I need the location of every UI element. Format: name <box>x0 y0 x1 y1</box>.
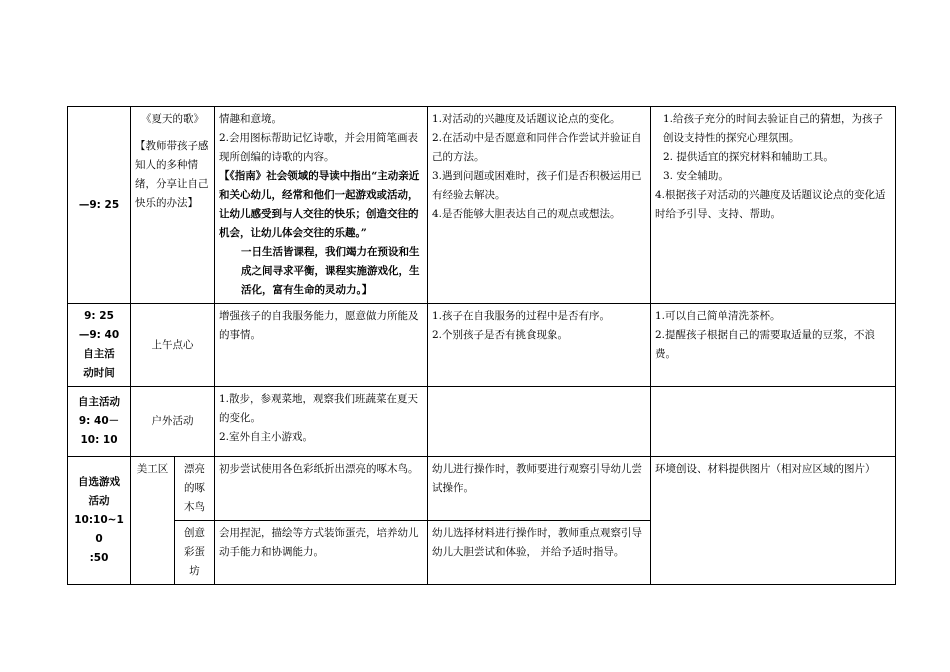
activity-cell: 上午点心 <box>131 304 215 387</box>
support-cell <box>651 304 896 387</box>
support-line: 1.给孩子充分的时间去验证自己的猜想，为孩子创设支持性的探究心理氛围。 <box>663 113 884 144</box>
time-line: 动时间 <box>83 367 115 379</box>
area-cell: 美工区 <box>131 457 175 585</box>
goal-course-note: 一日生活皆课程，我们竭力在预设和生成之间寻求平衡，课程实施游戏化，生活化，富有生命的灵动力。】 <box>241 246 420 296</box>
time-line: 10:10~10 <box>74 514 124 545</box>
sub-activity-cell: 漂亮的啄木鸟 <box>175 457 215 521</box>
time-line: 9: 25 <box>84 310 114 322</box>
support-line: 1.可以自己简单清洗茶杯。 <box>655 310 781 322</box>
time-cell <box>68 304 131 387</box>
schedule-table <box>67 106 896 585</box>
time-line: 活动 <box>88 495 110 507</box>
observe-line: 1.对活动的兴趣度及话题议论点的变化。 <box>432 113 621 125</box>
goal-line: 情趣和意境。 <box>219 113 282 125</box>
time-line: :50 <box>89 552 109 564</box>
time-line: —9: 40 <box>78 329 120 341</box>
observe-line: 3.遇到问题或困难时，孩子们是否积极运用已有经验去解决。 <box>432 170 642 201</box>
observe-cell: 幼儿选择材料进行操作时，教师重点观察引导幼儿大胆尝试和体验， 并给予适时指导。 <box>428 521 651 585</box>
observe-cell <box>428 304 651 387</box>
goal-cell <box>215 387 428 457</box>
observe-line: 1.孩子在自我服务的过程中是否有序。 <box>432 310 611 322</box>
support-line: 2. 提供适宜的探究材料和辅助工具。 <box>663 151 834 163</box>
observe-cell <box>428 107 651 304</box>
activity-cell: 户外活动 <box>131 387 215 457</box>
support-cell <box>651 387 896 457</box>
time-cell: —9: 25 <box>68 107 131 304</box>
time-line: 10: 10 <box>80 434 118 446</box>
goal-line: 2.会用图标帮助记忆诗歌，并会用简笔画表现所创编的诗歌的内容。 <box>219 132 419 163</box>
observe-line: 2.在活动中是否愿意和同伴合作尝试并验证自己的方法。 <box>432 132 642 163</box>
goal-cell: 初步尝试使用各色彩纸折出漂亮的啄木鸟。 <box>215 457 428 521</box>
observe-line: 4.是否能够大胆表达自己的观点或想法。 <box>432 208 621 220</box>
sub-activity-cell: 创意彩蛋坊 <box>175 521 215 585</box>
time-line: 自主活动 <box>78 396 120 408</box>
table-row <box>68 387 896 457</box>
time-line: 自主活 <box>83 348 115 360</box>
support-line: 4.根据孩子对活动的兴趣度及话题议论点的变化适时给予引导、支持、帮助。 <box>655 189 886 220</box>
support-cell <box>651 107 896 304</box>
env-cell: 环境创设、材料提供图片（相对应区域的图片） <box>651 457 896 585</box>
observe-cell: 幼儿进行操作时，教师要进行观察引导幼儿尝试操作。 <box>428 457 651 521</box>
time-cell <box>68 457 131 585</box>
goal-guide-quote: 【《指南》社会领域的导读中指出“主动亲近和关心幼儿，经常和他们一起游戏或活动，让幼儿感受到与人交往的快乐；创造交往的机会，让幼儿体会交往的乐趣。” <box>219 170 420 239</box>
observe-cell <box>428 387 651 457</box>
observe-line: 2.个别孩子是否有挑食现象。 <box>432 329 569 341</box>
time-line: 9: 40－ <box>78 415 120 427</box>
goal-cell: 会用捏泥，描绘等方式装饰蛋壳，培养幼儿动手能力和协调能力。 <box>215 521 428 585</box>
activity-note: 【教师带孩子感知人的多种情绪，分享让自己快乐的办法】 <box>135 140 209 209</box>
goal-line: 2.室外自主小游戏。 <box>219 431 314 443</box>
goal-cell: 增强孩子的自我服务能力，愿意做力所能及的事情。 <box>215 304 428 387</box>
time-cell <box>68 387 131 457</box>
goal-cell <box>215 107 428 304</box>
table-row <box>68 107 896 304</box>
table-row <box>68 457 896 521</box>
activity-title: 《夏天的歌》 <box>141 113 204 125</box>
goal-line: 1.散步，参观菜地，观察我们班蔬菜在夏天的变化。 <box>219 393 419 424</box>
table-row <box>68 304 896 387</box>
support-line: 2.提醒孩子根据自己的需要取适量的豆浆，不浪费。 <box>655 329 876 360</box>
time-line: 自选游戏 <box>78 476 120 488</box>
support-line: 3. 安全辅助。 <box>663 170 729 182</box>
activity-cell <box>131 107 215 304</box>
